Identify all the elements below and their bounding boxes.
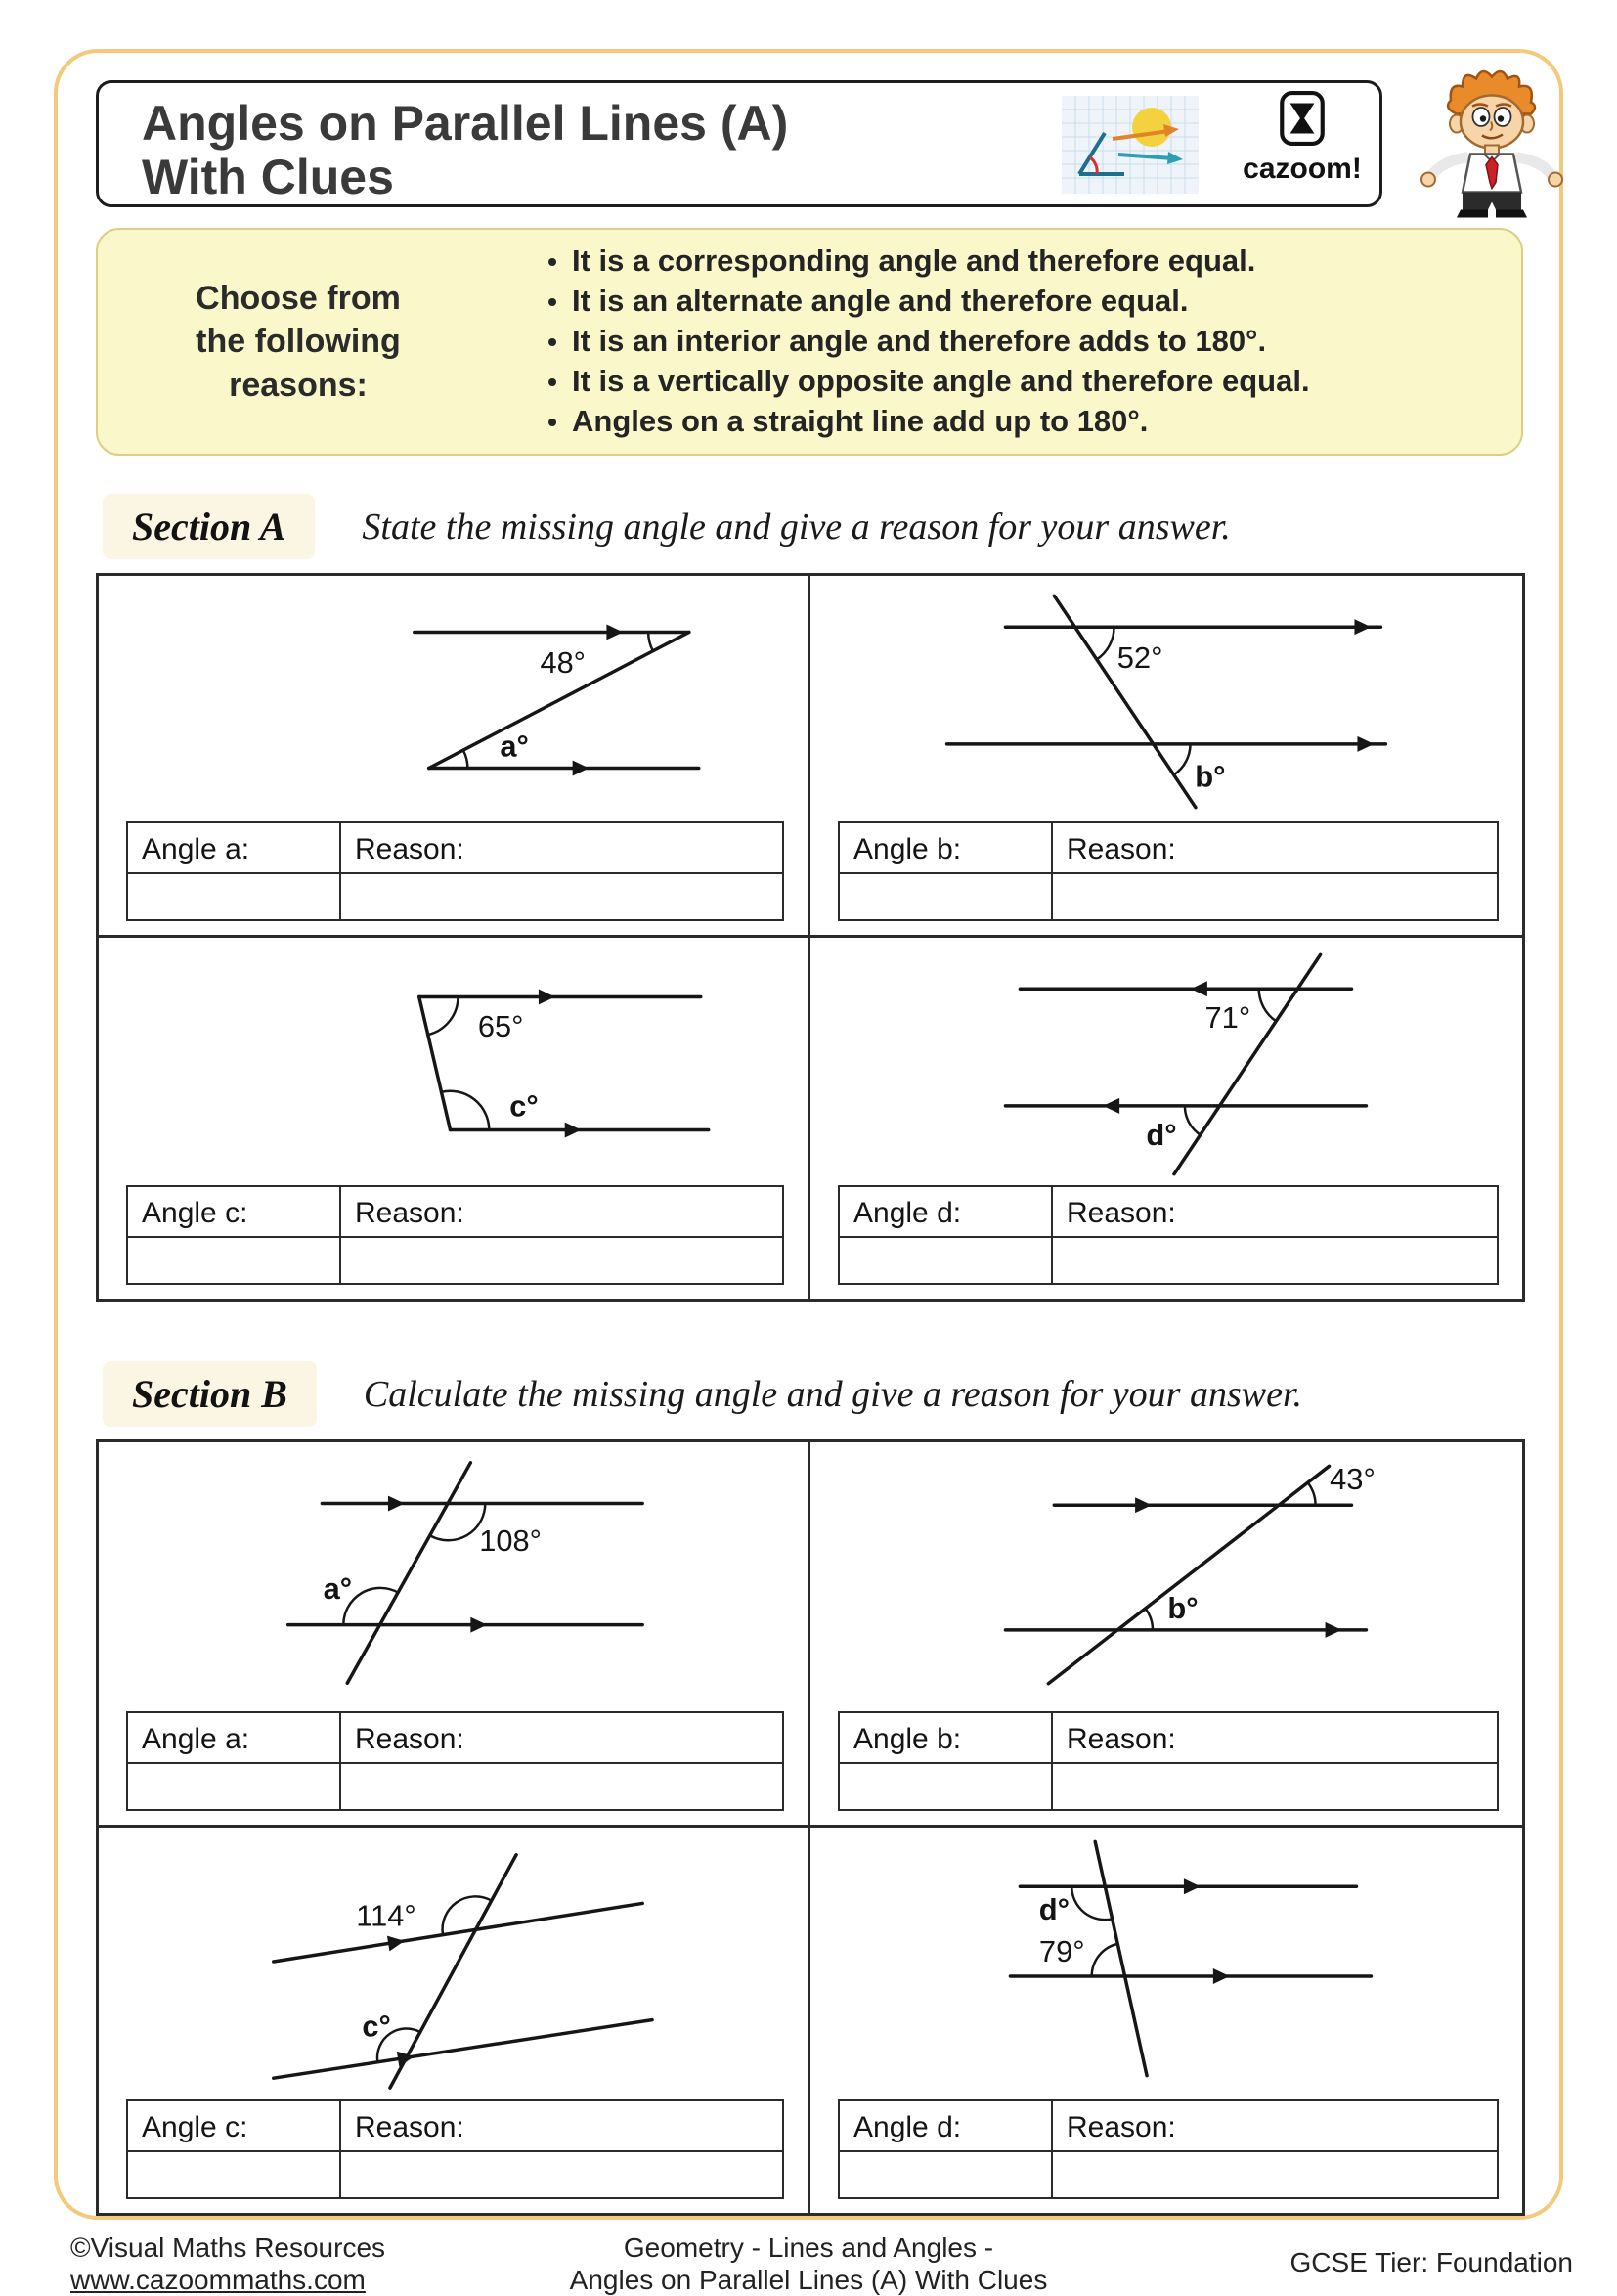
section-b-instruction: Calculate the missing angle and give a reason for your answer. bbox=[363, 1373, 1303, 1415]
given-angle-label: 65° bbox=[477, 1008, 524, 1043]
footer-website-link[interactable]: www.cazoommaths.com bbox=[70, 2265, 366, 2296]
divider bbox=[840, 1236, 1497, 1238]
clue-box bbox=[96, 228, 1523, 456]
answer-box bbox=[126, 821, 784, 921]
arrow-icon bbox=[1326, 1622, 1342, 1638]
arrow-icon bbox=[388, 1496, 405, 1512]
unknown-angle-label: d° bbox=[1146, 1117, 1177, 1152]
reason-text: It is a corresponding angle and therefore equal. bbox=[572, 243, 1256, 279]
bullet-icon: • bbox=[547, 366, 557, 397]
cazoom-logo bbox=[1239, 91, 1366, 186]
footer-credit bbox=[70, 2231, 385, 2296]
reason-answer-label: Reason: bbox=[1067, 1723, 1176, 1755]
given-angle-label: 108° bbox=[479, 1523, 542, 1559]
answer-box bbox=[838, 2099, 1499, 2199]
reason-text: It is an alternate angle and therefore equal. bbox=[572, 284, 1189, 319]
divider bbox=[128, 872, 782, 874]
reason-item bbox=[533, 362, 1310, 402]
problem-cell-b4 bbox=[810, 1828, 1522, 2213]
arrow-icon bbox=[606, 625, 623, 640]
problem-cell-a3 bbox=[99, 938, 810, 1300]
unknown-angle-label: b° bbox=[1167, 1590, 1199, 1625]
bullet-icon: • bbox=[547, 287, 557, 318]
divider bbox=[339, 2101, 341, 2197]
reason-item bbox=[533, 242, 1310, 282]
angle-diagram-b2 bbox=[810, 1444, 1522, 1710]
worksheet-header bbox=[96, 80, 1382, 207]
reason-answer-label: Reason: bbox=[1067, 1197, 1176, 1229]
reason-answer-label: Reason: bbox=[355, 1723, 464, 1755]
angle-answer-label: Angle c: bbox=[142, 2111, 248, 2143]
reason-item bbox=[533, 402, 1310, 442]
answer-box bbox=[838, 1185, 1499, 1285]
arrow-icon bbox=[565, 1122, 582, 1137]
page-title-line2: With Clues bbox=[142, 150, 394, 204]
section-a-instruction: State the missing angle and give a reason for your answer. bbox=[362, 506, 1231, 548]
divider bbox=[339, 823, 341, 919]
angle-diagram-a3 bbox=[99, 940, 808, 1184]
clue-prompt-line1: Choose from bbox=[196, 280, 401, 318]
bullet-icon: • bbox=[547, 246, 557, 278]
footer-topic-line1: Geometry - Lines and Angles - bbox=[623, 2232, 994, 2263]
clue-prompt bbox=[117, 277, 479, 407]
given-angle-label: 52° bbox=[1116, 640, 1163, 676]
arrow-icon bbox=[539, 989, 555, 1004]
section-b-grid bbox=[96, 1439, 1525, 2216]
footer-tier: GCSE Tier: Foundation bbox=[1289, 2247, 1573, 2277]
arrow-icon bbox=[1191, 981, 1207, 996]
divider bbox=[1051, 823, 1053, 919]
problem-cell-a2 bbox=[810, 576, 1522, 938]
angle-diagram-b3 bbox=[99, 1830, 808, 2096]
unknown-angle-label: d° bbox=[1038, 1892, 1070, 1927]
arrow-icon bbox=[1135, 1497, 1152, 1513]
angle-answer-label: Angle d: bbox=[853, 2111, 962, 2143]
unknown-angle-label: c° bbox=[362, 2009, 391, 2044]
problem-cell-a4 bbox=[810, 938, 1522, 1300]
bullet-icon: • bbox=[547, 327, 557, 358]
arrow-icon bbox=[470, 1617, 487, 1633]
cazoom-wordmark: cazoom! bbox=[1243, 153, 1362, 185]
unknown-angle-label: c° bbox=[509, 1088, 539, 1124]
angle-diagram-a1 bbox=[99, 578, 808, 822]
page-title bbox=[142, 97, 788, 204]
footer-topic-line2: Angles on Parallel Lines (A) With Clues bbox=[569, 2265, 1048, 2296]
clue-prompt-line3: reasons: bbox=[229, 366, 368, 404]
problem-cell-b3 bbox=[99, 1828, 810, 2213]
given-angle-label: 71° bbox=[1204, 999, 1251, 1035]
reason-list bbox=[533, 242, 1310, 442]
divider bbox=[128, 1236, 782, 1238]
section-a-badge: Section A bbox=[103, 494, 315, 559]
footer-credit-line: ©Visual Maths Resources bbox=[70, 2232, 386, 2263]
divider bbox=[1051, 2101, 1053, 2197]
angle-diagram-b1 bbox=[99, 1444, 808, 1710]
problem-cell-b1 bbox=[99, 1442, 810, 1828]
answer-box bbox=[126, 2099, 784, 2199]
section-b-header bbox=[103, 1361, 1302, 1427]
section-a-header bbox=[103, 494, 1231, 559]
reason-answer-label: Reason: bbox=[355, 2111, 464, 2143]
angle-answer-label: Angle a: bbox=[142, 1723, 250, 1755]
given-angle-label: 79° bbox=[1038, 1934, 1085, 1969]
unknown-angle-label: b° bbox=[1195, 759, 1226, 794]
divider bbox=[840, 872, 1497, 874]
angle-diagram-a4 bbox=[810, 940, 1522, 1184]
unknown-angle-label: a° bbox=[500, 729, 529, 764]
reason-text: It is a vertically opposite angle and therefore equal. bbox=[572, 363, 1310, 398]
arrow-icon bbox=[573, 761, 590, 776]
arrow-icon bbox=[1357, 736, 1374, 752]
reason-answer-label: Reason: bbox=[1067, 2111, 1176, 2143]
arrow-icon bbox=[1354, 619, 1371, 635]
given-angle-label: 43° bbox=[1330, 1462, 1376, 1497]
footer-topic bbox=[570, 2231, 1048, 2296]
problem-cell-a1 bbox=[99, 576, 810, 938]
angle-answer-label: Angle d: bbox=[853, 1197, 962, 1229]
answer-box bbox=[838, 1711, 1499, 1811]
divider bbox=[1051, 1713, 1053, 1809]
arrow-icon bbox=[1213, 1968, 1230, 1984]
reason-item bbox=[533, 282, 1310, 322]
divider bbox=[339, 1187, 341, 1283]
given-angle-label: 48° bbox=[540, 645, 586, 681]
page-title-line1: Angles on Parallel Lines (A) bbox=[142, 96, 789, 151]
divider bbox=[1051, 1187, 1053, 1283]
angle-answer-label: Angle b: bbox=[853, 1723, 962, 1755]
angle-answer-label: Angle b: bbox=[853, 832, 962, 865]
divider bbox=[128, 2150, 782, 2152]
reason-answer-label: Reason: bbox=[355, 832, 464, 865]
given-angle-label: 114° bbox=[356, 1898, 416, 1933]
reason-item bbox=[533, 322, 1310, 362]
answer-box bbox=[838, 821, 1499, 921]
mascot-character bbox=[1412, 63, 1568, 235]
bullet-icon: • bbox=[547, 406, 557, 437]
problem-cell-b2 bbox=[810, 1442, 1522, 1828]
clue-prompt-line2: the following bbox=[196, 323, 401, 361]
answer-box bbox=[126, 1711, 784, 1811]
section-b-badge: Section B bbox=[103, 1361, 317, 1427]
divider bbox=[840, 1762, 1497, 1764]
unknown-angle-label: a° bbox=[323, 1570, 353, 1606]
angle-diagram-b4 bbox=[810, 1830, 1522, 2096]
geometry-thumbnail-icon bbox=[1061, 96, 1200, 194]
reason-text: Angles on a straight line add up to 180°. bbox=[572, 403, 1149, 438]
angle-answer-label: Angle a: bbox=[142, 832, 250, 865]
divider bbox=[339, 1713, 341, 1809]
angle-diagram-a2 bbox=[810, 578, 1522, 822]
arrow-icon bbox=[1103, 1097, 1119, 1113]
divider bbox=[128, 1762, 782, 1764]
answer-box bbox=[126, 1185, 784, 1285]
reason-text: It is an interior angle and therefore adds to 180°. bbox=[572, 324, 1267, 359]
angle-answer-label: Angle c: bbox=[142, 1197, 248, 1229]
section-a-grid bbox=[96, 573, 1525, 1302]
reason-answer-label: Reason: bbox=[1067, 832, 1176, 865]
cazoom-hourglass-icon bbox=[1280, 91, 1325, 146]
reason-answer-label: Reason: bbox=[355, 1197, 464, 1229]
divider bbox=[840, 2150, 1497, 2152]
arrow-icon bbox=[1184, 1878, 1201, 1894]
